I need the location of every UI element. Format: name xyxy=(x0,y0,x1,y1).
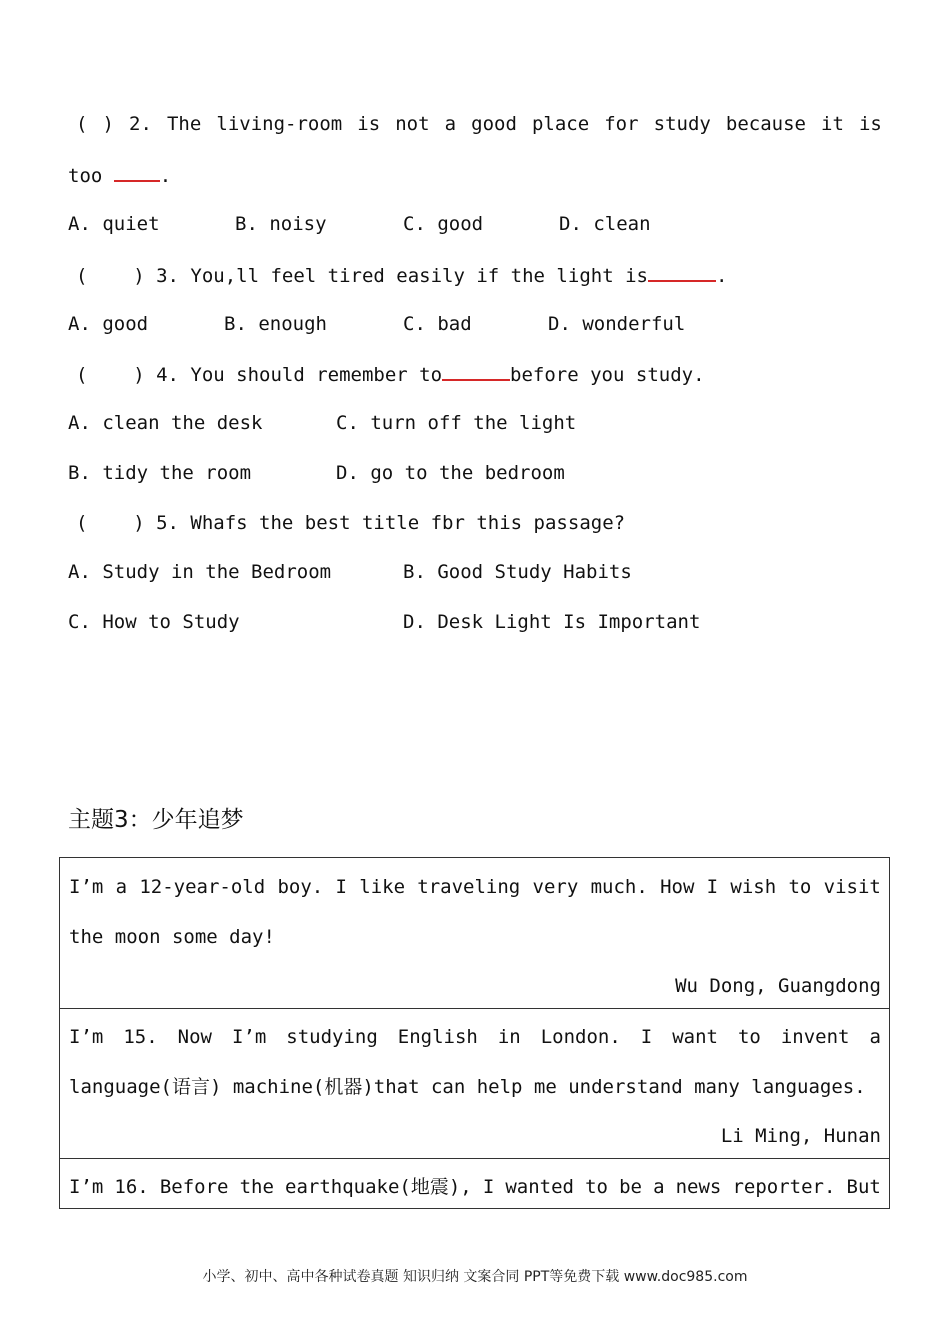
q5-option-d: D. Desk Light Is Important xyxy=(403,611,701,633)
q3-option-a: A. good xyxy=(68,313,149,335)
q2-text-end: . xyxy=(159,165,172,187)
answer-blank xyxy=(648,262,716,282)
q3-line xyxy=(76,262,727,288)
letter-1-word: I xyxy=(706,876,719,898)
letter-box-2 xyxy=(59,1008,890,1158)
letter-3-word: news xyxy=(675,1176,722,1198)
letter-3-word: I’m xyxy=(69,1176,104,1198)
letter-1-word: wish xyxy=(730,876,777,898)
q2-word: is xyxy=(357,113,381,135)
q4-text-end: before you study. xyxy=(510,364,705,386)
q2-word: 2. xyxy=(129,113,152,135)
q2-word: is xyxy=(858,113,882,135)
page-footer: 小学、初中、高中各种试卷真题 知识归纳 文案合同 PPT等免费下载 www.doc985.com xyxy=(202,1269,748,1285)
q2-word: living-room xyxy=(216,113,343,135)
letter-1-word: much. xyxy=(590,876,648,898)
q4-option-d: D. go to the bedroom xyxy=(336,462,565,484)
q3-option-d: D. wonderful xyxy=(548,313,686,335)
letter-3-word: to xyxy=(585,1176,608,1198)
letter-2-word: to xyxy=(737,1026,761,1048)
q4-option-b: B. tidy the room xyxy=(68,462,252,484)
letter-2-word: English xyxy=(397,1026,478,1048)
letter-2-word: I’m xyxy=(69,1026,104,1048)
letter-3-word: wanted xyxy=(505,1176,574,1198)
q5-option-c: C. How to Study xyxy=(68,611,240,633)
letter-box-1 xyxy=(59,857,890,1008)
letter-3-word: But xyxy=(846,1176,881,1198)
q2-word: it xyxy=(821,113,844,135)
q2-line-2 xyxy=(68,162,171,188)
letter-3-line-1 xyxy=(69,1175,881,1199)
q2-text: too xyxy=(68,165,114,187)
letter-1-signature: Wu Dong, Guangdong xyxy=(675,975,881,997)
answer-blank xyxy=(442,361,510,381)
letter-1-word: very xyxy=(532,876,579,898)
letter-1-word: How xyxy=(660,876,695,898)
q2-word: study xyxy=(653,113,711,135)
section-title: 主题3：少年追梦 xyxy=(68,807,244,833)
q5-line: ( ) 5. Whafs the best title fbr this passage? xyxy=(76,512,626,534)
letter-2-word: I’m xyxy=(231,1026,267,1048)
q2-word: good xyxy=(471,113,517,135)
letter-3-word: the xyxy=(239,1176,274,1198)
letter-2-line-1 xyxy=(69,1025,881,1049)
letter-2-word: invent xyxy=(780,1026,850,1048)
q3-option-c: C. bad xyxy=(403,313,472,335)
q3-option-b: B. enough xyxy=(224,313,327,335)
q2-word: ( xyxy=(76,113,88,135)
q2-word: not xyxy=(395,113,430,135)
letter-1-word: to xyxy=(788,876,812,898)
answer-blank xyxy=(114,162,160,182)
letter-2-word: want xyxy=(672,1026,718,1048)
q2-word: ) xyxy=(102,113,114,135)
letter-2-line-2: language(语言) machine(机器)that can help me understand many languages. xyxy=(69,1076,866,1098)
letter-2-word: Now xyxy=(177,1026,212,1048)
letter-1-word: traveling xyxy=(417,876,521,898)
q4-line xyxy=(76,361,705,387)
q4-option-a: A. clean the desk xyxy=(68,412,263,434)
letter-1-word: boy. xyxy=(277,876,324,898)
letter-1-word: a xyxy=(115,876,128,898)
letter-1-word: visit xyxy=(823,876,881,898)
letter-1-line-2: the moon some day! xyxy=(69,926,275,948)
letter-1-word: 12-year-old xyxy=(139,876,266,898)
q2-option-c: C. good xyxy=(403,213,484,235)
letter-3-word: be xyxy=(619,1176,642,1198)
q5-option-b: B. Good Study Habits xyxy=(403,561,632,583)
letter-2-word: I xyxy=(640,1026,653,1048)
q3-text-end: . xyxy=(715,265,728,287)
letter-3-word: reporter. xyxy=(732,1176,836,1198)
letter-box-3 xyxy=(59,1158,890,1209)
letter-2-word: a xyxy=(869,1026,881,1048)
letter-3-word: a xyxy=(653,1176,665,1198)
letter-3-word: 16. xyxy=(114,1176,149,1198)
q5-option-a: A. Study in the Bedroom xyxy=(68,561,332,583)
letter-3-word: Before xyxy=(159,1176,229,1198)
letter-1-line-1 xyxy=(69,875,881,899)
letter-2-word: 15. xyxy=(123,1026,158,1048)
q3-text: ( ) 3. You,ll feel tired easily if the light is xyxy=(76,265,648,287)
q2-word: place xyxy=(531,113,590,135)
letter-3-word: earthquake(地震), xyxy=(285,1176,472,1198)
letter-1-word: I xyxy=(335,876,347,898)
letter-1-word: I’m xyxy=(69,876,104,898)
q2-option-d: D. clean xyxy=(559,213,651,235)
q2-word: because xyxy=(725,113,806,135)
letter-1-word: like xyxy=(359,876,406,898)
letter-2-word: studying xyxy=(286,1026,378,1048)
q2-word: a xyxy=(444,113,457,135)
letter-2-word: in xyxy=(497,1026,521,1048)
letter-3-word: I xyxy=(482,1176,495,1198)
letter-2-signature: Li Ming, Hunan xyxy=(720,1125,881,1147)
q2-option-a: A. quiet xyxy=(68,213,160,235)
q4-option-c: C. turn off the light xyxy=(336,412,577,434)
q2-line-1 xyxy=(76,112,882,136)
letter-2-word: London. xyxy=(540,1026,621,1048)
q2-option-b: B. noisy xyxy=(235,213,327,235)
q2-word: The xyxy=(166,113,202,135)
q2-word: for xyxy=(604,113,639,135)
q4-text: ( ) 4. You should remember to xyxy=(76,364,443,386)
